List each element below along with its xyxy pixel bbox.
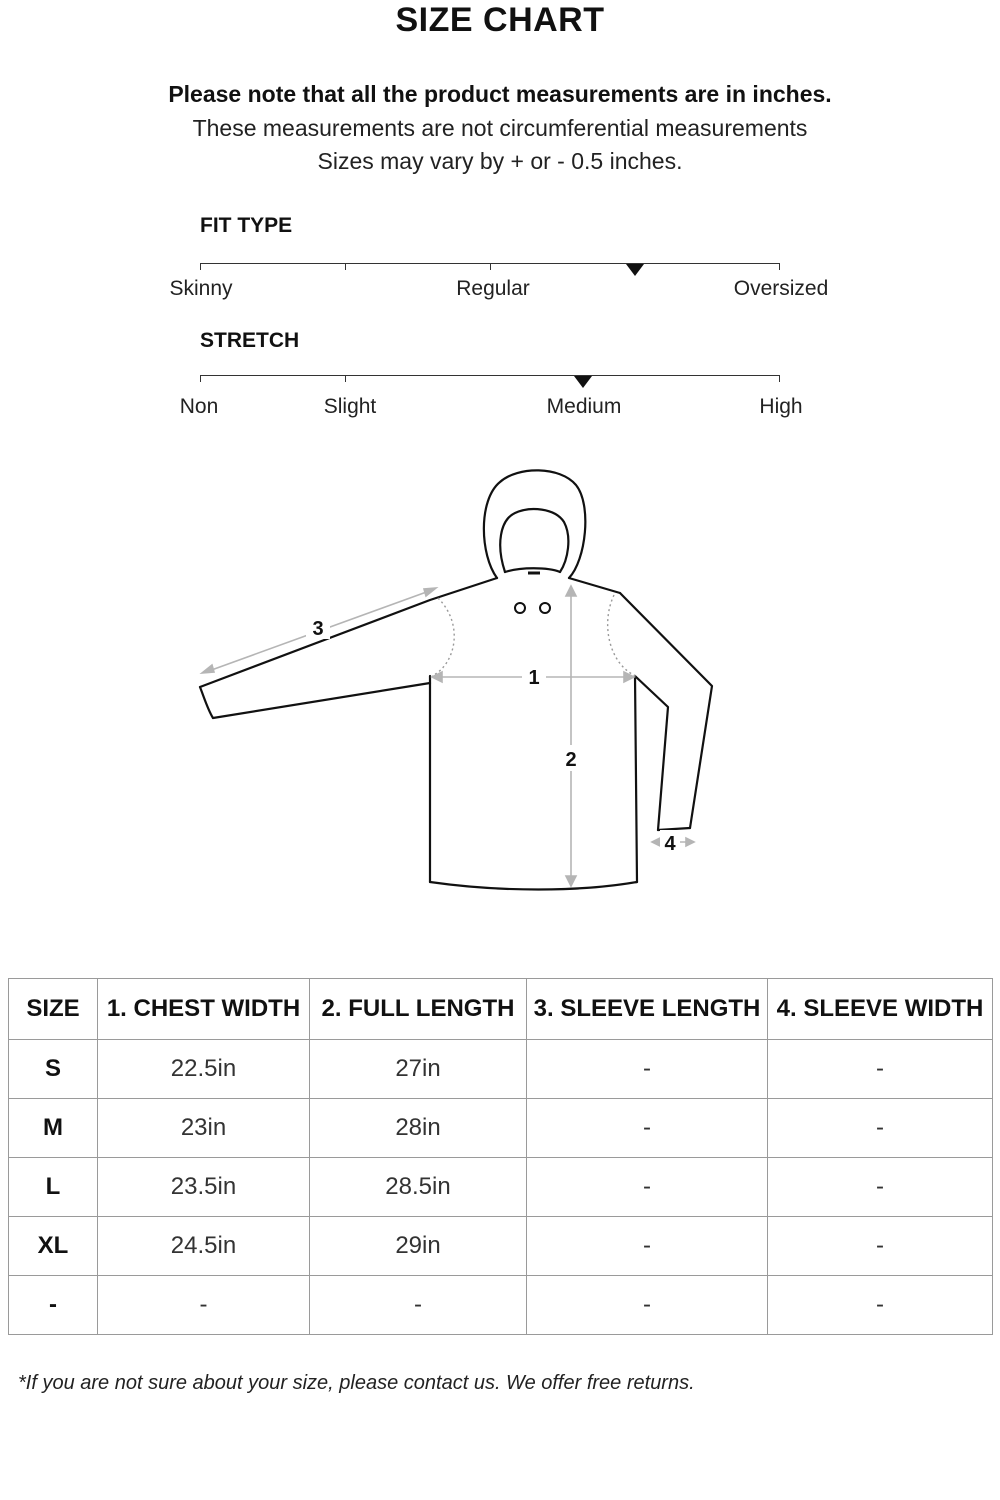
size-cell: XL [9,1217,98,1276]
sleeve-length-label: 3 [312,618,324,640]
hoodie-outline-icon [0,440,1000,910]
fit-type-label: Oversized [733,277,829,300]
chest-width-cell: 23.5in [98,1158,310,1217]
stretch-marker-icon [574,376,592,388]
stretch-label: Non [179,395,219,418]
size-table [8,978,993,1335]
sleeve-length-cell: - [527,1158,768,1217]
fit-type-label: Regular [456,277,530,300]
table-row [9,1040,993,1099]
stretch-heading: STRETCH [200,329,300,352]
sleeve-width-cell: - [768,1099,993,1158]
header-sleeve-length: 3. SLEEVE LENGTH [527,979,768,1040]
sleeve-length-cell: - [527,1276,768,1335]
fit-type-heading: FIT TYPE [200,214,293,237]
full-length-cell: - [310,1276,527,1335]
table-row [9,1217,993,1276]
fit-type-tick [345,263,346,270]
table-header-row [9,979,993,1040]
chest-width-cell: 24.5in [98,1217,310,1276]
measurement-note-bold: Please note that all the product measurements are in inches. [168,81,832,107]
table-row [9,1099,993,1158]
sleeve-width-cell: - [768,1276,993,1335]
page-title: SIZE CHART [395,1,605,39]
measurement-note-line2: Sizes may vary by + or - 0.5 inches. [317,148,683,174]
fit-type-tick [490,263,491,270]
size-cell: L [9,1158,98,1217]
full-length-cell: 29in [310,1217,527,1276]
sleeve-length-cell: - [527,1040,768,1099]
stretch-tick [345,375,346,382]
sleeve-width-cell: - [768,1040,993,1099]
footnote: *If you are not sure about your size, please contact us. We offer free returns. [18,1372,695,1394]
sleeve-length-cell: - [527,1099,768,1158]
header-chest-width: 1. CHEST WIDTH [98,979,310,1040]
full-length-label: 2 [565,749,577,771]
measurement-note-line1: These measurements are not circumferential measurements [192,115,808,141]
full-length-cell: 28.5in [310,1158,527,1217]
fit-type-marker-icon [626,264,644,276]
table-row [9,1276,993,1335]
sleeve-length-cell: - [527,1217,768,1276]
stretch-label: High [759,395,803,418]
full-length-cell: 27in [310,1040,527,1099]
size-cell: S [9,1040,98,1099]
size-cell: M [9,1099,98,1158]
fit-type-label: Skinny [169,277,233,300]
stretch-label: Medium [546,395,622,418]
stretch-tick [779,375,780,382]
full-length-cell: 28in [310,1099,527,1158]
stretch-track [200,375,780,376]
stretch-tick [200,375,201,382]
sleeve-width-cell: - [768,1217,993,1276]
sleeve-width-label: 4 [664,833,676,855]
chest-width-cell: 23in [98,1099,310,1158]
table-row [9,1158,993,1217]
fit-type-tick [200,263,201,270]
size-cell: - [9,1276,98,1335]
header-full-length: 2. FULL LENGTH [310,979,527,1040]
chest-width-label: 1 [528,667,540,689]
chest-width-cell: - [98,1276,310,1335]
stretch-label: Slight [323,395,377,418]
header-size: SIZE [9,979,98,1040]
sleeve-width-cell: - [768,1158,993,1217]
header-sleeve-width: 4. SLEEVE WIDTH [768,979,993,1040]
fit-type-tick [779,263,780,270]
chest-width-cell: 22.5in [98,1040,310,1099]
